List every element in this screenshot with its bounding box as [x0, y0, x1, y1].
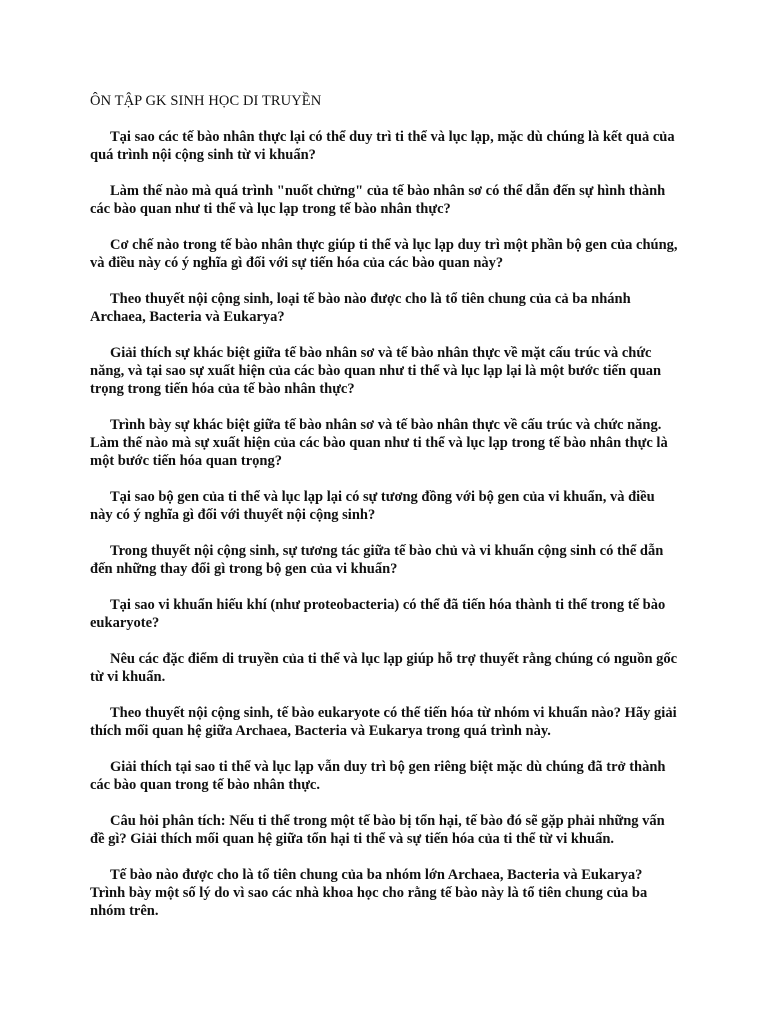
question-item: Làm thế nào mà quá trình "nuốt chửng" của tế bào nhân sơ có thể dẫn đến sự hình thành các bào quan như ti thể và lục lạp trong tế bào nhân thực?	[90, 183, 666, 217]
question-item: Tại sao bộ gen của ti thể và lục lạp lại có sự tương đồng với bộ gen của vi khuẩn, và điều này có ý nghĩa gì đối với thuyết nội cộng sinh?	[90, 489, 655, 523]
question-item: Tại sao vi khuẩn hiếu khí (như proteobacteria) có thể đã tiến hóa thành ti thể trong tế bào eukaryote?	[90, 597, 666, 631]
question-item: Trình bày sự khác biệt giữa tế bào nhân sơ và tế bào nhân thực về cấu trúc và chức năng. Làm thế nào mà sự xuất hiện của các bào quan như ti thể và lục lạp trong tế bào nhân thực là một bước tiến hóa quan trọng?	[90, 417, 668, 469]
question-item: Nêu các đặc điểm di truyền của ti thể và lục lạp giúp hỗ trợ thuyết rằng chúng có nguồn gốc từ vi khuẩn.	[90, 651, 678, 685]
question-item: Câu hỏi phân tích: Nếu ti thể trong một tế bào bị tổn hại, tế bào đó sẽ gặp phải những vấn đề gì? Giải thích mối quan hệ giữa tổn hại ti thể và sự tiến hóa của ti thể từ vi khuẩn.	[90, 813, 665, 847]
document-title: ÔN TẬP GK SINH HỌC DI TRUYỀN	[90, 93, 322, 109]
question-item: Tế bào nào được cho là tổ tiên chung của ba nhóm lớn Archaea, Bacteria và Eukarya? Trình bày một số lý do vì sao các nhà khoa học cho rằng tế bào này là tổ tiên chung của ba nhóm trên.	[90, 867, 648, 919]
question-item: Giải thích tại sao ti thể và lục lạp vẫn duy trì bộ gen riêng biệt mặc dù chúng đã trở thành các bào quan trong tế bào nhân thực.	[90, 759, 666, 793]
question-item: Giải thích sự khác biệt giữa tế bào nhân sơ và tế bào nhân thực về mặt cấu trúc và chức năng, và tại sao sự xuất hiện của các bào quan như ti thể và lục lạp lại là một bước tiến quan trọng trong tiến hóa của tế bào nhân thực?	[90, 345, 662, 397]
question-item: Theo thuyết nội cộng sinh, loại tế bào nào được cho là tổ tiên chung của cả ba nhánh Archaea, Bacteria và Eukarya?	[90, 291, 631, 325]
question-item: Theo thuyết nội cộng sinh, tế bào eukaryote có thể tiến hóa từ nhóm vi khuẩn nào? Hãy giải thích mối quan hệ giữa Archaea, Bacteria và Eukarya trong quá trình này.	[90, 705, 677, 739]
question-item: Tại sao các tế bào nhân thực lại có thể duy trì ti thể và lục lạp, mặc dù chúng là kết quả của quá trình nội cộng sinh từ vi khuẩn?	[90, 129, 675, 163]
question-item: Cơ chế nào trong tế bào nhân thực giúp ti thể và lục lạp duy trì một phần bộ gen của chúng, và điều này có ý nghĩa gì đối với sự tiến hóa của các bào quan này?	[90, 237, 678, 271]
question-item: Trong thuyết nội cộng sinh, sự tương tác giữa tế bào chủ và vi khuẩn cộng sinh có thể dẫn đến những thay đổi gì trong bộ gen của vi khuẩn?	[90, 543, 664, 577]
question-list	[90, 128, 678, 938]
